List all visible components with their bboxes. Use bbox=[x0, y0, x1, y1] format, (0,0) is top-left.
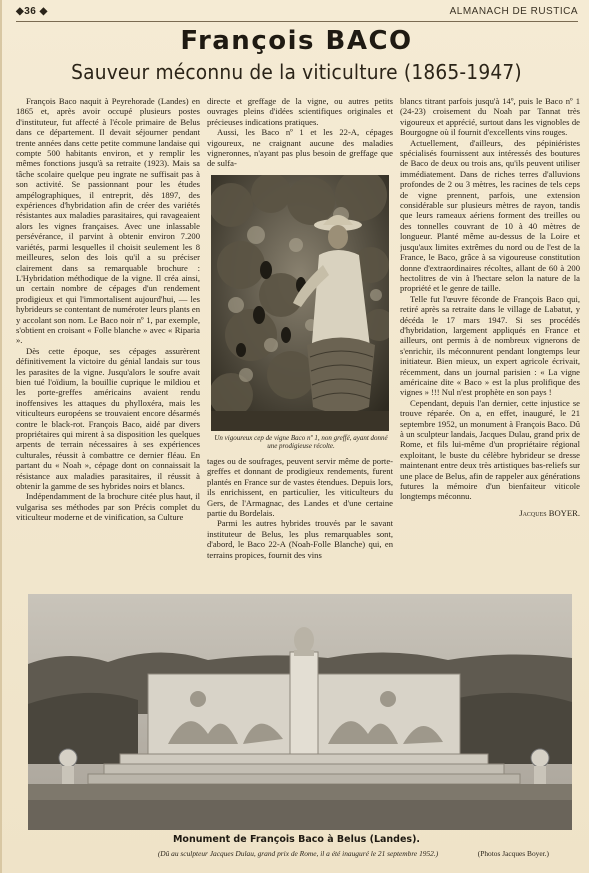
article-column-2-bottom bbox=[207, 456, 393, 566]
monument-caption-title: Monument de François Baco à Belus (Landes). bbox=[172, 834, 421, 845]
vine-photo-caption: Un vigoureux cep de vigne Baco nº 1, non greffé, ayant donné une prodigieuse récolte. bbox=[214, 434, 388, 451]
paragraph: François Baco naquit à Peyrehorade (Landes) en 1865 et, après avoir occupé plusieurs postes d'instituteur, fut affecté à l'école primaire de Belus dans ce département. Il devait séjourner pendant trente années dans cette petite commune landaise qui compte 500 habitants environ, et y remplir les mêmes fonctions jusqu'à sa retraite (1923). Mais sa tâche scolaire quelque peu ingrate ne suffisait pas à son activité. Se passionnant pour les études ampélographiques, il entreprit, dès 1897, des expériences d'hybridation afin de créer des variétés résistantes aux maladies parasitaires, qui ravageaient alors les vignes françaises. Avec une inlassable persévérance, il parvint à obtenir environ 7.200 variétés, parmi lesquelles il choisit seulement les 8 meilleures, selon des lois qu'il a su préciser clairement dans sa remarquable brochure : L'Hybridation méthodique de la vigne. Il créa ainsi, un certain nombre de cépages d'un rendement prodigieux et qui l'immortalisent aujourd'hui, — les hybrideurs se contentant de numéroter leurs plants en y accolant son nom. Le Baco noir nº 1, par exemple, s'obtient en croisant « Folle blanche » avec « Riparia ». bbox=[16, 96, 200, 346]
header-rule bbox=[16, 21, 578, 22]
paragraph: tages ou de soufrages, peuvent servir même de porte-greffes et donnant de prodigieux rendements, furent plantés en France sur de vastes étendues. Depuis lors, ils enrichissent, en particulier, les viticulteurs du Gers, de l'Armagnac, des Landes et d'une certaine partie du Bordelais. bbox=[207, 456, 393, 519]
monument-photo bbox=[28, 594, 572, 830]
article-author: Jacques BOYER. bbox=[519, 507, 580, 518]
monument-caption-detail: (Dû au sculpteur Jacques Dulau, grand prix de Rome, il a été inauguré le 21 septembre 1952.) bbox=[157, 849, 439, 858]
page-number: ◆36 ◆ bbox=[16, 6, 48, 17]
paragraph: Aussi, les Baco nº 1 et les 22-A, cépages vigoureux, ne craignant aucune des maladies vigneronnes, n'ayant pas plus besoin de greffage que de sulfa- bbox=[207, 127, 393, 169]
monument-photo-image bbox=[28, 594, 572, 830]
paragraph: Cependant, depuis l'an dernier, cette injustice se trouve réparée. On a, en effet, inauguré, le 21 septembre 1952, un monument à François Baco. Dû à un sculpteur landais, Jacques Dulau, grand prix de Rome, et fils lui-même d'un propriétaire régional exploitant, le buste du célèbre hybrideur se dresse maintenant entre deux très artistiques bas-reliefs sur une place de Belus, afin de rappeler aux générations futures la mémoire d'un bienfaiteur viticole longtemps méconnu. bbox=[400, 397, 580, 502]
paragraph: Dès cette époque, ses cépages assurèrent définitivement la victoire du génial landais sur tous les parasites de la vigne. Jusqu'alors le soufre avait bien tué l'oïdium, la bouillie cuprique le mildiou et les porte-greffes américains avaient rendu inoffensives les attaques du phylloxéra, mais les viticulteurs européens se trouvaient encore désarmés contre le black-rot. François Baco, aidé par divers propriétaires qui mirent à sa disposition les quelques arpents de terrain nécessaires à ses expériences culturales, réussit à combattre ce dernier fléau. En partant du « Noah », cépage dont on connaissait la résistance aux maladies parasitaires, il réussit à obtenir la gamme de ses hybrides noirs et blancs. bbox=[16, 345, 200, 492]
vine-photo bbox=[211, 175, 389, 431]
almanac-title: ALMANACH DE RUSTICA bbox=[449, 6, 578, 17]
article-column-2-top bbox=[207, 96, 393, 172]
article-subtitle: Sauveur méconnu de la viticulture (1865-1947) bbox=[71, 60, 522, 84]
article-title: François BACO bbox=[180, 26, 413, 56]
paragraph: blancs titrant parfois jusqu'à 14º, puis le Baco nº 1 (24-23) croisement du Noah par Tannat très vigoureux et apprécié, surtout dans les vignobles de Bourgogne où il fournit d'excellents vins rouges. bbox=[400, 96, 580, 138]
paragraph: directe et greffage de la vigne, ou autres petits ouvrages pleins d'idées scientifiques originales et précieuses indications pratiques. bbox=[207, 96, 393, 127]
page-header bbox=[16, 6, 578, 20]
paragraph: Indépendamment de la brochure citée plus haut, il vulgarisa ses méthodes par son Précis complet du viticulteur moderne et de vinification, sa Culture bbox=[16, 491, 200, 523]
paragraph: Parmi les autres hybrides trouvés par le savant instituteur de Belus, les plus remarquables sont, d'abord, le Baco 22-A (Noah-Folle Blanche) qui, en terrains propices, fournit des vins bbox=[207, 518, 393, 560]
paragraph: Telle fut l'œuvre féconde de François Baco qui, retiré après sa retraite dans le village de Labatut, y décéda le 17 mars 1947. Si ses procédés d'hybridation, largement appliqués en France et ailleurs, ont permis à de nombreux vignerons de s'enrichir, ils méconnurent pendant longtemps leur initiateur. Bien mieux, un expert agricole écrivait, récemment, dans un journal parisien : « La vigne américaine dite « Baco » est la plus prolifique des vignes » !!! Nul n'est prophète en son pays ! bbox=[400, 293, 580, 398]
article-column-3 bbox=[400, 96, 580, 566]
vine-photo-image bbox=[211, 175, 389, 431]
paragraph: Actuellement, d'ailleurs, des pépiniéristes spécialisés fournissent aux intéressés des boutures de Baco de deux ou trois ans, qu'ils peuvent utiliser immédiatement. Dans de riches terres d'alluvions profondes de 2 ou 3 mètres, les racines de tels ceps de vigne prennent, parfois, une extension considérable sur plusieurs mètres de rayon, tandis que leurs rameaux aériens forment des treilles ou des tonnelles couvrant de 10 à 40 mètres de longueur. Planté même au-dessus de la Loire et jusqu'aux limites extrêmes du nord ou de l'est de la France, le Baco, grâce à sa vigoureuse constitution donne d'extraordinaires récoltes, allant de 60 à 200 hectolitres de vin à l'hectare selon la nature de la propriété et le genre de taille. bbox=[400, 137, 580, 294]
article-column-1 bbox=[16, 96, 200, 564]
photo-credit: (Photos Jacques Boyer.) bbox=[477, 849, 549, 858]
